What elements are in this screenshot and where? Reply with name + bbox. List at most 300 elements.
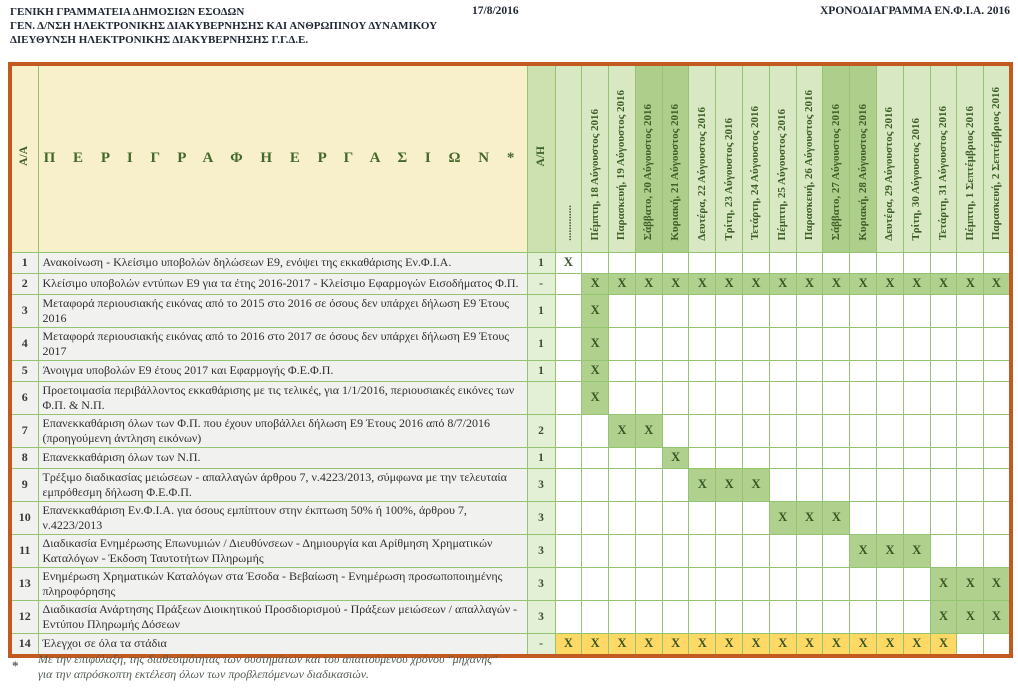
table-row <box>10 327 1011 360</box>
gantt-cell <box>850 414 877 447</box>
gantt-cell <box>984 252 1011 273</box>
gantt-cell <box>769 600 796 633</box>
gantt-cell <box>903 600 930 633</box>
gantt-cell <box>743 534 770 567</box>
gantt-cell-marked: X <box>769 501 796 534</box>
gantt-cell <box>930 294 957 327</box>
gantt-cell <box>635 468 662 501</box>
gantt-cell <box>769 360 796 381</box>
gantt-cell-marked: X <box>823 501 850 534</box>
gantt-cell <box>635 501 662 534</box>
days-count: 3 <box>527 600 555 633</box>
gantt-cell-marked: X <box>609 273 636 294</box>
date-column-header <box>823 64 850 252</box>
gantt-cell <box>930 501 957 534</box>
gantt-cell <box>743 447 770 468</box>
gantt-cell <box>555 600 582 633</box>
date-column-header-label: Τρίτη, 30 Αύγουστος 2016 <box>910 117 923 241</box>
gantt-cell <box>957 327 984 360</box>
days-count: 1 <box>527 360 555 381</box>
date-column-header-label: Σάββατο, 27 Αύγουστος 2016 <box>829 104 842 241</box>
gantt-cell-marked: X <box>957 567 984 600</box>
gantt-cell <box>877 360 904 381</box>
date-column-header <box>689 64 716 252</box>
gantt-cell <box>689 447 716 468</box>
date-column-header-label: Πέμπτη, 25 Αύγουστος 2016 <box>776 109 789 241</box>
gantt-cell <box>877 447 904 468</box>
date-column-header-label: Παρασκευή, 19 Αύγουστος 2016 <box>615 90 628 241</box>
gantt-cell <box>903 381 930 414</box>
table-row <box>10 501 1011 534</box>
gantt-cell-marked: X <box>769 633 796 656</box>
gantt-cell <box>689 327 716 360</box>
days-count: 3 <box>527 468 555 501</box>
gantt-cell <box>877 327 904 360</box>
gantt-cell <box>743 360 770 381</box>
gantt-cell <box>769 414 796 447</box>
gantt-cell <box>796 414 823 447</box>
gantt-cell <box>555 381 582 414</box>
gantt-cell-marked: X <box>609 633 636 656</box>
days-count: 3 <box>527 534 555 567</box>
gantt-cell <box>877 381 904 414</box>
gantt-cell <box>850 501 877 534</box>
gantt-cell <box>850 294 877 327</box>
gantt-cell-marked: X <box>635 633 662 656</box>
gantt-cell <box>823 447 850 468</box>
gantt-cell <box>796 534 823 567</box>
date-column-header <box>930 64 957 252</box>
gantt-cell <box>957 468 984 501</box>
row-number: 1 <box>10 252 38 273</box>
gantt-cell-marked: X <box>984 600 1011 633</box>
row-number: 12 <box>10 600 38 633</box>
gantt-cell-marked: X <box>957 273 984 294</box>
row-number: 10 <box>10 501 38 534</box>
gantt-cell-marked: X <box>823 273 850 294</box>
gantt-cell <box>635 600 662 633</box>
date-column-header <box>957 64 984 252</box>
gantt-cell <box>903 501 930 534</box>
gantt-cell <box>555 414 582 447</box>
gantt-cell <box>769 534 796 567</box>
gantt-cell-marked: X <box>877 273 904 294</box>
date-column-header-label: Σάββατο, 20 Αύγουστος 2016 <box>642 104 655 241</box>
gantt-cell-marked: X <box>903 273 930 294</box>
gantt-cell-marked: X <box>582 273 609 294</box>
gantt-cell <box>743 252 770 273</box>
date-column-header <box>555 64 582 252</box>
gantt-cell <box>555 294 582 327</box>
gantt-cell <box>662 414 689 447</box>
gantt-cell <box>635 294 662 327</box>
gantt-cell <box>850 327 877 360</box>
date-column-header-label: Τετάρτη, 31 Αύγουστος 2016 <box>937 106 950 241</box>
gantt-cell-marked: X <box>769 273 796 294</box>
gantt-cell <box>635 381 662 414</box>
gantt-cell <box>555 327 582 360</box>
gantt-cell <box>716 360 743 381</box>
gantt-cell <box>609 501 636 534</box>
gantt-cell <box>689 414 716 447</box>
gantt-cell <box>903 327 930 360</box>
task-description: Επανεκκαθάριση όλων των Ν.Π. <box>38 447 527 468</box>
gantt-cell <box>716 327 743 360</box>
date-column-header <box>582 64 609 252</box>
gantt-cell <box>796 327 823 360</box>
gantt-cell-marked: X <box>743 633 770 656</box>
date-column-header <box>903 64 930 252</box>
gantt-cell <box>555 534 582 567</box>
gantt-cell-marked: X <box>716 468 743 501</box>
gantt-cell-marked: X <box>823 633 850 656</box>
schedule-table <box>8 62 1013 658</box>
asterisk-marker: * <box>12 658 19 673</box>
gantt-cell <box>582 534 609 567</box>
gantt-cell <box>689 600 716 633</box>
gantt-cell <box>743 567 770 600</box>
gantt-cell <box>662 381 689 414</box>
gantt-cell-marked: X <box>582 381 609 414</box>
gantt-cell <box>823 381 850 414</box>
gantt-cell <box>903 567 930 600</box>
gantt-cell <box>743 501 770 534</box>
footnote-text <box>38 652 632 682</box>
date-column-header <box>877 64 904 252</box>
row-number: 9 <box>10 468 38 501</box>
table-row <box>10 567 1011 600</box>
gantt-cell <box>635 327 662 360</box>
gantt-cell <box>796 294 823 327</box>
gantt-cell <box>796 381 823 414</box>
gantt-cell <box>716 501 743 534</box>
gantt-cell <box>823 414 850 447</box>
gantt-cell <box>823 468 850 501</box>
gantt-cell <box>743 414 770 447</box>
gantt-cell <box>796 360 823 381</box>
table-row <box>10 414 1011 447</box>
gantt-cell-marked: X <box>743 468 770 501</box>
days-count <box>527 381 555 414</box>
row-number: 7 <box>10 414 38 447</box>
gantt-cell-marked: X <box>689 273 716 294</box>
gantt-cell <box>555 468 582 501</box>
footnote-line-2: για την απρόσκοπτη εκτέλεση όλων των προβλεπόμενων διαδικασιών. <box>38 667 370 681</box>
task-description: Μεταφορά περιουσιακής εικόνας από το 2015 στο 2016 σε όσους δεν υπάρχει δήλωση Ε9 Έτους 2016 <box>38 294 527 327</box>
gantt-cell <box>796 600 823 633</box>
task-description: Διαδικασία Ενημέρωσης Επωνυμιών / Διευθύνσεων - Δημιουργία και Αρίθμηση Χρηματικών Καταλόγων - Έκδοση Ταυτοτήτων Πληρωμής <box>38 534 527 567</box>
gantt-cell <box>877 501 904 534</box>
gantt-cell <box>823 294 850 327</box>
gantt-cell <box>716 252 743 273</box>
table-row <box>10 360 1011 381</box>
gantt-cell <box>930 381 957 414</box>
gantt-cell-marked: X <box>796 501 823 534</box>
gantt-cell <box>850 252 877 273</box>
gantt-cell-marked: X <box>662 633 689 656</box>
gantt-cell-marked: X <box>635 273 662 294</box>
gantt-cell <box>796 447 823 468</box>
days-count: - <box>527 633 555 656</box>
days-count: 2 <box>527 414 555 447</box>
table-row <box>10 447 1011 468</box>
table-row <box>10 294 1011 327</box>
task-description: Επανεκκαθάριση όλων των Φ.Π. που έχουν υποβάλλει δήλωση Ε9 Έτους 2016 από 8/7/2016 (προηγούμενη άντληση εικόνων) <box>38 414 527 447</box>
row-number: 14 <box>10 633 38 656</box>
gantt-cell <box>769 327 796 360</box>
gantt-cell <box>796 252 823 273</box>
gantt-cell <box>903 447 930 468</box>
gantt-cell <box>957 414 984 447</box>
header-row <box>10 64 1011 252</box>
gantt-cell-marked: X <box>716 633 743 656</box>
gantt-cell <box>662 501 689 534</box>
gantt-cell <box>930 468 957 501</box>
gantt-cell <box>716 567 743 600</box>
gantt-cell <box>850 447 877 468</box>
gantt-cell <box>689 294 716 327</box>
gantt-cell-marked: X <box>930 273 957 294</box>
gantt-cell <box>609 468 636 501</box>
gantt-cell <box>796 468 823 501</box>
gantt-cell <box>984 327 1011 360</box>
gantt-cell-marked: X <box>984 273 1011 294</box>
days-count: 3 <box>527 501 555 534</box>
gantt-cell <box>689 534 716 567</box>
date-column-header-label: Παρασκευή, 26 Αύγουστος 2016 <box>803 90 816 241</box>
task-description: Άνοιγμα υποβολών Ε9 έτους 2017 και Εφαρμογής Φ.Ε.Φ.Π. <box>38 360 527 381</box>
date-column-header <box>984 64 1011 252</box>
gantt-cell <box>823 252 850 273</box>
date-column-header-label: Παρασκευή, 2 Σεπτέμβριος 2016 <box>989 87 1002 241</box>
gantt-cell <box>984 294 1011 327</box>
gantt-cell <box>957 633 984 656</box>
date-column-header <box>796 64 823 252</box>
gantt-cell-marked: X <box>796 633 823 656</box>
gantt-cell <box>769 252 796 273</box>
row-number: 5 <box>10 360 38 381</box>
row-number: 13 <box>10 567 38 600</box>
gantt-cell <box>582 447 609 468</box>
days-count: 1 <box>527 294 555 327</box>
gantt-cell <box>716 534 743 567</box>
ah-column-header-label: Α/Η <box>534 146 547 167</box>
footnote-line-1: Με την επιφύλαξη, της διαθεσιμότητας των συστημάτων και του απαιτούμενου χρόνου "μηχανής" <box>38 652 498 666</box>
gantt-cell <box>930 252 957 273</box>
gantt-cell <box>823 600 850 633</box>
gantt-cell-marked: X <box>957 600 984 633</box>
gantt-cell <box>984 381 1011 414</box>
gantt-cell-marked: X <box>930 633 957 656</box>
gantt-cell <box>850 381 877 414</box>
ah-column-header <box>527 64 555 252</box>
gantt-cell <box>903 252 930 273</box>
gantt-cell <box>769 294 796 327</box>
gantt-cell <box>769 447 796 468</box>
gantt-cell <box>609 294 636 327</box>
gantt-cell <box>823 327 850 360</box>
date-column-header <box>850 64 877 252</box>
gantt-cell <box>769 567 796 600</box>
gantt-cell <box>716 447 743 468</box>
gantt-cell-marked: X <box>609 414 636 447</box>
row-number: 8 <box>10 447 38 468</box>
date-column-header-label: Κυριακή, 28 Αύγουστος 2016 <box>856 103 869 241</box>
gantt-cell <box>716 381 743 414</box>
date-column-header-label: Πέμπτη, 1 Σεπτέμβριος 2016 <box>963 106 976 241</box>
gantt-cell <box>850 468 877 501</box>
table-row <box>10 468 1011 501</box>
gantt-cell <box>555 567 582 600</box>
gantt-cell <box>930 360 957 381</box>
table-row <box>10 381 1011 414</box>
gantt-cell <box>662 252 689 273</box>
gantt-cell <box>903 414 930 447</box>
gantt-cell <box>662 294 689 327</box>
gantt-cell <box>609 447 636 468</box>
gantt-cell <box>930 447 957 468</box>
gantt-cell <box>716 294 743 327</box>
table-row <box>10 600 1011 633</box>
gantt-cell <box>877 294 904 327</box>
gantt-cell <box>743 600 770 633</box>
gantt-cell-marked: X <box>903 633 930 656</box>
row-number: 2 <box>10 273 38 294</box>
gantt-cell-marked: X <box>582 327 609 360</box>
row-number: 3 <box>10 294 38 327</box>
gantt-cell-marked: X <box>850 534 877 567</box>
gantt-cell <box>957 381 984 414</box>
gantt-cell <box>877 252 904 273</box>
task-description: Διαδικασία Ανάρτησης Πράξεων Διοικητικού Προσδιορισμού - Πράξεων μειώσεων / απαλλαγών - Εντύπου Πληρωμής Δόσεων <box>38 600 527 633</box>
gantt-cell <box>823 360 850 381</box>
gantt-cell <box>716 414 743 447</box>
gantt-cell <box>635 534 662 567</box>
gantt-cell <box>689 360 716 381</box>
descriptions-column-header: Π Ε Ρ Ι Γ Ρ Α Φ Η Ε Ρ Γ Α Σ Ι Ω Ν * <box>38 64 527 252</box>
gantt-cell-marked: X <box>716 273 743 294</box>
gantt-cell <box>582 468 609 501</box>
gantt-cell <box>877 600 904 633</box>
gantt-cell <box>984 414 1011 447</box>
gantt-cell <box>957 252 984 273</box>
gantt-cell <box>743 327 770 360</box>
gantt-cell <box>957 534 984 567</box>
gantt-cell <box>609 381 636 414</box>
gantt-cell-marked: X <box>877 534 904 567</box>
task-description: Ενημέρωση Χρηματικών Καταλόγων στα Έσοδα - Βεβαίωση - Ενημέρωση προσωποποιημένης πληροφόρησης <box>38 567 527 600</box>
org-line-2: ΓΕΝ. Δ/ΝΣΗ ΗΛΕΚΤΡΟΝΙΚΗΣ ΔΙΑΚΥΒΕΡΝΗΣΗΣ ΚΑΙ ΑΝΘΡΩΠΙΝΟΥ ΔΥΝΑΜΙΚΟΥ <box>10 20 438 32</box>
gantt-cell-marked: X <box>930 567 957 600</box>
gantt-cell <box>609 567 636 600</box>
task-description: Τρέξιμο διαδικασίας μειώσεων - απαλλαγών άρθρου 7, ν.4223/2013, σύμφωνα με την τελευταία εμπρόθεσμη δήλωση Φ.Ε.Φ.Π. <box>38 468 527 501</box>
gantt-cell <box>662 534 689 567</box>
gantt-cell <box>877 414 904 447</box>
table-row <box>10 534 1011 567</box>
gantt-cell <box>635 252 662 273</box>
gantt-cell <box>689 252 716 273</box>
gantt-cell <box>930 414 957 447</box>
gantt-cell <box>877 468 904 501</box>
task-description: Έλεγχοι σε όλα τα στάδια <box>38 633 527 656</box>
gantt-cell <box>582 414 609 447</box>
gantt-cell-marked: X <box>635 414 662 447</box>
gantt-cell-marked: X <box>689 633 716 656</box>
gantt-cell <box>769 468 796 501</box>
gantt-cell <box>796 567 823 600</box>
row-number: 6 <box>10 381 38 414</box>
gantt-cell-marked: X <box>582 294 609 327</box>
gantt-cell <box>662 600 689 633</box>
gantt-cell <box>609 600 636 633</box>
gantt-cell-marked: X <box>903 534 930 567</box>
gantt-cell <box>984 534 1011 567</box>
gantt-cell-marked: X <box>662 273 689 294</box>
date-column-header-label: ............. <box>561 204 574 241</box>
gantt-cell <box>582 252 609 273</box>
org-line-3: ΔΙΕΥΘΥΝΣΗ ΗΛΕΚΤΡΟΝΙΚΗΣ ΔΙΑΚΥΒΕΡΝΗΣΗΣ Γ.Γ.Δ.Ε. <box>10 34 309 46</box>
gantt-cell <box>930 534 957 567</box>
gantt-cell-marked: X <box>662 447 689 468</box>
footnote <box>12 652 632 682</box>
gantt-cell-marked: X <box>796 273 823 294</box>
gantt-cell <box>984 633 1011 656</box>
date-column-header-label: Τετάρτη, 24 Αύγουστος 2016 <box>749 106 762 241</box>
gantt-cell <box>662 468 689 501</box>
row-number: 11 <box>10 534 38 567</box>
days-count: 3 <box>527 567 555 600</box>
org-line-1: ΓΕΝΙΚΗ ΓΡΑΜΜΑΤΕΙΑ ΔΗΜΟΣΙΩΝ ΕΣΟΔΩΝ <box>10 6 245 18</box>
date-column-header <box>609 64 636 252</box>
gantt-cell <box>662 327 689 360</box>
gantt-cell <box>689 381 716 414</box>
table-row <box>10 252 1011 273</box>
gantt-cell <box>609 534 636 567</box>
days-count: 1 <box>527 447 555 468</box>
gantt-cell <box>743 294 770 327</box>
date-column-header-label: Κυριακή, 21 Αύγουστος 2016 <box>669 103 682 241</box>
date-column-header <box>635 64 662 252</box>
days-count: 1 <box>527 327 555 360</box>
gantt-cell <box>743 381 770 414</box>
gantt-cell <box>582 567 609 600</box>
gantt-cell <box>635 447 662 468</box>
gantt-cell <box>930 327 957 360</box>
page-title: ΧΡΟΝΟΔΙΑΓΡΑΜΜΑ ΕΝ.Φ.Ι.Α. 2016 <box>820 5 1010 17</box>
gantt-cell-marked: X <box>555 633 582 656</box>
gantt-cell <box>984 468 1011 501</box>
row-number: 4 <box>10 327 38 360</box>
gantt-cell-marked: X <box>850 633 877 656</box>
gantt-cell <box>609 360 636 381</box>
gantt-cell <box>903 468 930 501</box>
task-description: Ανακοίνωση - Κλείσιμο υποβολών δηλώσεων Ε9, ενόψει της εκκαθάρισης Εν.Φ.Ι.Α. <box>38 252 527 273</box>
gantt-cell <box>582 600 609 633</box>
gantt-cell <box>823 567 850 600</box>
gantt-cell <box>689 501 716 534</box>
aa-column-header <box>10 64 38 252</box>
gantt-cell <box>769 381 796 414</box>
table-row <box>10 273 1011 294</box>
task-description: Προετοιμασία περιβάλλοντος εκκαθάρισης με τις τελικές, για 1/1/2016, περιουσιακές εικόνες των Φ.Π. & Ν.Π. <box>38 381 527 414</box>
gantt-cell <box>984 447 1011 468</box>
task-description: Επανεκκαθάριση Εν.Φ.Ι.Α. για όσους εμπίπτουν στην έκπτωση 50% ή 100%, άρθρου 7, ν.4223/2013 <box>38 501 527 534</box>
gantt-cell-marked: X <box>582 633 609 656</box>
gantt-cell <box>957 447 984 468</box>
gantt-cell <box>555 447 582 468</box>
gantt-cell <box>662 360 689 381</box>
date-column-header <box>662 64 689 252</box>
